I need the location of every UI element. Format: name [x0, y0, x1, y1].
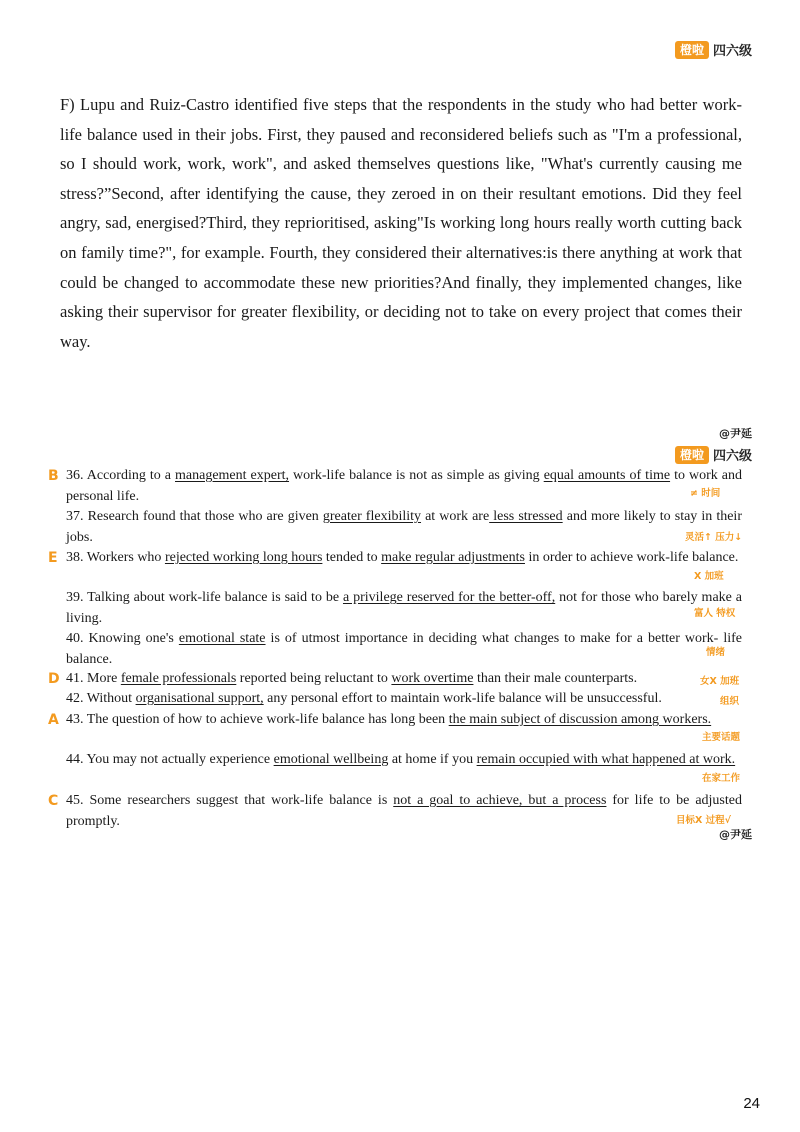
annotation-note: 女X 加班: [700, 676, 740, 687]
annotation-note: 灵活↑ 压力↓: [685, 532, 743, 543]
question-36: [48, 466, 742, 507]
underlined-segment: remain occupied with what happened at work.: [476, 752, 736, 767]
question-42: [48, 689, 742, 710]
author-signature: @尹延: [719, 427, 752, 440]
text-segment: 43. The question of how to achieve work-life balance has long been: [66, 712, 449, 727]
underlined-segment: equal amounts of time: [543, 468, 671, 483]
brand-logo-middle: [675, 445, 752, 464]
question-41: [48, 669, 742, 690]
text-segment: is of utmost importance in deciding what changes to make for a better work- life balance.: [66, 631, 742, 667]
text-segment: work-life balance is not as simple as giving: [289, 468, 544, 483]
question-text: [48, 466, 742, 507]
underlined-segment: a privilege reserved for the better-off,: [342, 590, 556, 605]
annotation-note: ≠ 时间: [690, 488, 721, 499]
annotation-note: 在家工作: [702, 773, 741, 784]
text-segment: than their male counterparts.: [473, 671, 638, 686]
brand-logo-top: [675, 40, 752, 59]
text-segment: at work are: [421, 509, 490, 524]
author-signature: @尹延: [719, 828, 752, 841]
text-segment: reported being reluctant to: [236, 671, 392, 686]
underlined-segment: less stressed: [489, 509, 563, 524]
question-39: [48, 588, 742, 629]
text-segment: and more likely to stay in their jobs.: [66, 509, 742, 545]
question-40: [48, 629, 742, 670]
question-45: [48, 791, 742, 832]
answer-letter: D: [48, 671, 60, 687]
question-38: [48, 548, 742, 569]
text-segment: tended to: [322, 550, 382, 565]
text-segment: 38. Workers who: [66, 550, 165, 565]
passage-paragraph-f: F) Lupu and Ruiz-Castro identified five steps that the respondents in the study who had better work-life balance used in their jobs. First, they paused and reconsidered beliefs such as "I'm a professional, so I should work, work, work", and asked themselves questions like, "What's currently causing me stress?”Second, after identifying the cause, they zeroed in on their resultant emotions. Did they feel angry, sad, energised?Third, they reprioritised, asking"Is working long hours really worth cutting back on family time?", for example. Fourth, they considered their alternatives:is there anything at work that could be changed to accommodate these new priorities?And finally, they implemented changes, like asking their supervisor for greater flexibility, or deciding not to take on every project that comes their way.: [60, 95, 742, 351]
brand-badge: 橙啦: [675, 446, 709, 464]
annotation-note: X 加班: [694, 571, 724, 582]
question-43: [48, 710, 742, 731]
annotation-note: 主要话题: [702, 732, 741, 743]
annotation-note: 组织: [720, 696, 740, 707]
underlined-segment: work overtime: [391, 671, 474, 686]
text-segment: any personal effort to maintain work-life balance will be unsuccessful.: [263, 691, 662, 706]
text-segment: 44. You may not actually experience: [66, 752, 274, 767]
answer-letter: B: [48, 468, 59, 484]
text-segment: in order to achieve work-life balance.: [524, 550, 739, 565]
text-segment: 37. Research found that those who are given: [66, 509, 323, 524]
text-segment: to work and personal life.: [66, 468, 742, 504]
question-44: [48, 750, 742, 771]
underlined-segment: the main subject of discussion among workers.: [448, 712, 712, 727]
underlined-segment: emotional wellbeing: [273, 752, 389, 767]
annotation-note: 目标X 过程√: [676, 815, 731, 826]
page-number: 24: [743, 1095, 760, 1112]
answer-letter: A: [48, 712, 59, 728]
brand-name: 四六级: [712, 44, 752, 59]
text-segment: 39. Talking about work-life balance is said to be: [66, 590, 343, 605]
text-segment: for life to be adjusted promptly.: [66, 793, 742, 829]
text-segment: 45. Some researchers suggest that work-life balance is: [66, 793, 394, 808]
answer-letter: C: [48, 793, 59, 809]
underlined-segment: not a goal to achieve, but a process: [393, 793, 607, 808]
underlined-segment: make regular adjustments: [381, 550, 525, 565]
text-segment: 42. Without: [66, 691, 136, 706]
brand-name: 四六级: [712, 449, 752, 464]
text-segment: 41. More: [66, 671, 121, 686]
underlined-segment: rejected working long hours: [164, 550, 323, 565]
annotation-note: 情绪: [706, 647, 726, 658]
text-segment: 40. Knowing one's: [66, 631, 179, 646]
text-segment: 36. According to a: [66, 468, 175, 483]
text-segment: not for those who barely make a living.: [66, 590, 742, 626]
answer-letter: E: [48, 550, 58, 566]
underlined-segment: greater flexibility: [322, 509, 422, 524]
brand-badge: 橙啦: [675, 41, 709, 59]
underlined-segment: emotional state: [178, 631, 266, 646]
underlined-segment: organisational support,: [135, 691, 264, 706]
question-37: [48, 507, 742, 548]
underlined-segment: management expert,: [175, 468, 290, 483]
text-segment: at home if you: [388, 752, 477, 767]
annotation-note: 富人 特权: [694, 608, 736, 619]
underlined-segment: female professionals: [120, 671, 237, 686]
